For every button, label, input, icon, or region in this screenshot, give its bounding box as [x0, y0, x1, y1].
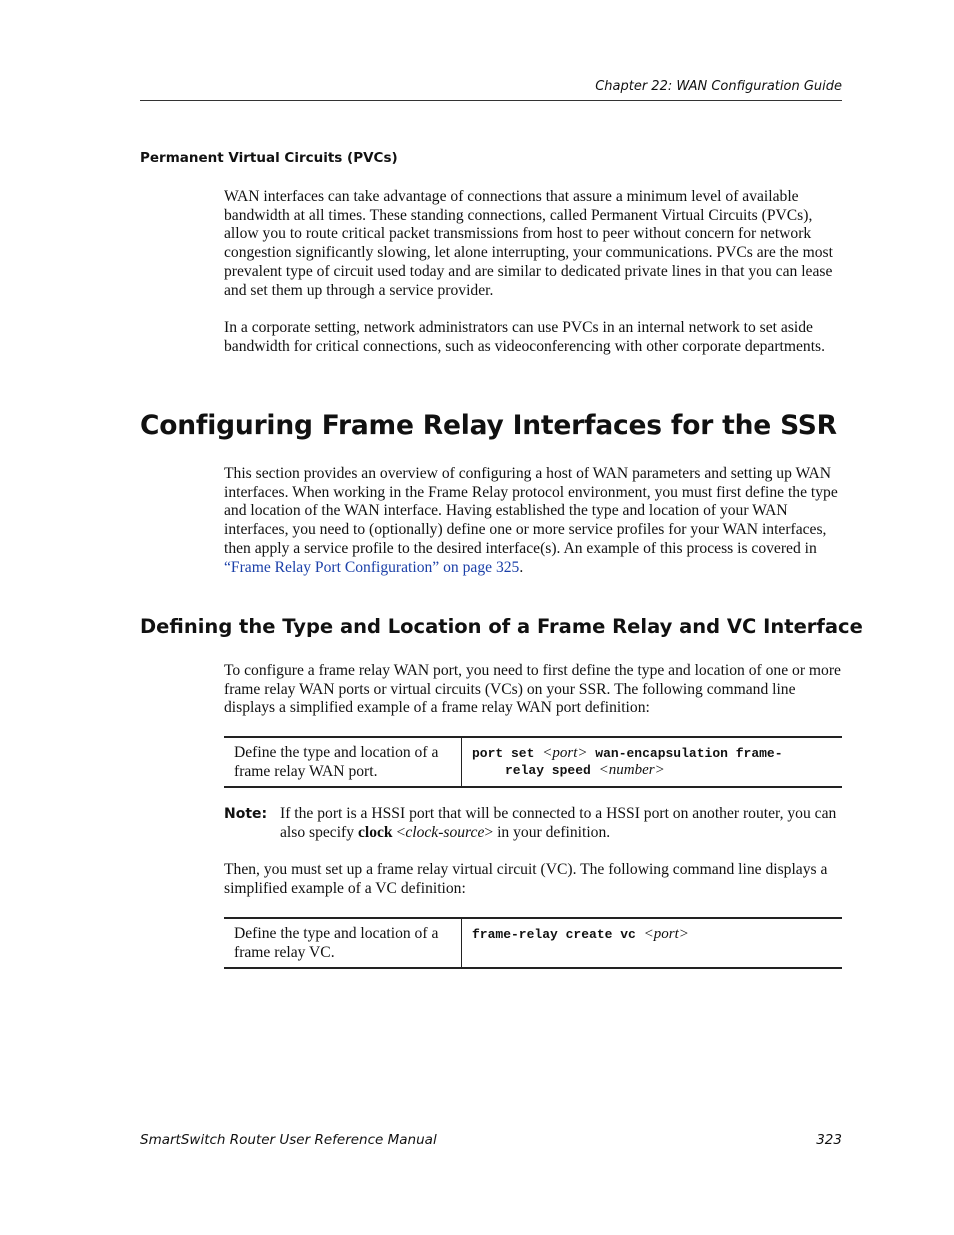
command-argument: <number> [598, 762, 665, 778]
pvc-paragraph-1: WAN interfaces can take advantage of connections that assure a minimum level of available bandwidth at all times. These standing connections, called Permanent Virtual Circuits (PVCs), allow you to route critical packet transmissions from host to peer without concern for network congestion significantly slowing, let alone interrupting, your communications. PVCs are the most prevalent type of circuit used today and are similar to dedicated private lines in that you can lease and set them up through a service provider. [224, 188, 833, 299]
note-text-part: If the port is a HSSI port that will be connected to a HSSI port on another router, you can also specify [280, 805, 837, 841]
frame-relay-paragraph-text: This section provides an overview of configuring a host of WAN parameters and setting up WAN interfaces. When working in the Frame Relay protocol environment, you must first define the type and location of the WAN interface. Having established the type and location of your WAN interfaces, you need to (optionally) define one or more service profiles for your WAN interfaces, then apply a service profile to the desired interface(s). An example of this process is covered in [224, 465, 838, 557]
note-argument-clock-source: clock-source [405, 823, 485, 841]
footer-manual-title: SmartSwitch Router User Reference Manual [140, 1132, 437, 1148]
defining-paragraph: To configure a frame relay WAN port, you need to first define the type and location of one or more frame relay WAN ports or virtual circuits (VCs) on your SSR. The following command line displays a simplified example of a frame relay WAN port definition: [224, 662, 841, 717]
frame-relay-paragraph [224, 465, 842, 577]
defining-section-heading: Defining the Type and Location of a Frame Relay and VC Interface [140, 615, 863, 638]
command-keyword: relay speed [505, 763, 591, 778]
note-text-part: < [392, 823, 406, 841]
running-header: Chapter 22: WAN Configuration Guide [595, 79, 842, 94]
vc-paragraph: Then, you must set up a frame relay virtual circuit (VC). The following command line displays a simplified example of a VC definition: [224, 861, 828, 897]
port-set-command-table [224, 736, 842, 788]
pvc-paragraph-2: In a corporate setting, network administrators can use PVCs in an internal network to set aside bandwidth for critical connections, such as videoconferencing with other corporate departments. [224, 319, 826, 355]
vc-create-description: Define the type and location of a frame relay VC. [224, 919, 462, 967]
command-argument: <port> [542, 745, 588, 761]
vc-create-command [462, 919, 842, 967]
port-set-command [462, 738, 842, 786]
pvc-section-heading: Permanent Virtual Circuits (PVCs) [140, 150, 398, 166]
command-keyword: frame-relay create vc [472, 927, 636, 942]
command-keyword: wan-encapsulation frame- [595, 746, 783, 761]
note-text-part: > in your definition. [484, 823, 611, 841]
frame-relay-paragraph-end: . [519, 558, 524, 576]
note-block [224, 805, 842, 842]
vc-create-command-table [224, 917, 842, 969]
frame-relay-port-config-link[interactable]: “Frame Relay Port Configuration” on page 325 [224, 558, 520, 576]
command-keyword: port set [472, 746, 535, 761]
frame-relay-section-heading: Configuring Frame Relay Interfaces for the SSR [140, 410, 837, 441]
note-label: Note: [224, 806, 268, 822]
footer-page-number: 323 [816, 1132, 842, 1148]
header-rule [140, 100, 842, 101]
note-keyword-clock: clock [357, 823, 393, 841]
note-text [280, 805, 842, 842]
command-argument: <port> [643, 926, 689, 942]
port-set-description: Define the type and location of a frame relay WAN port. [224, 738, 462, 786]
